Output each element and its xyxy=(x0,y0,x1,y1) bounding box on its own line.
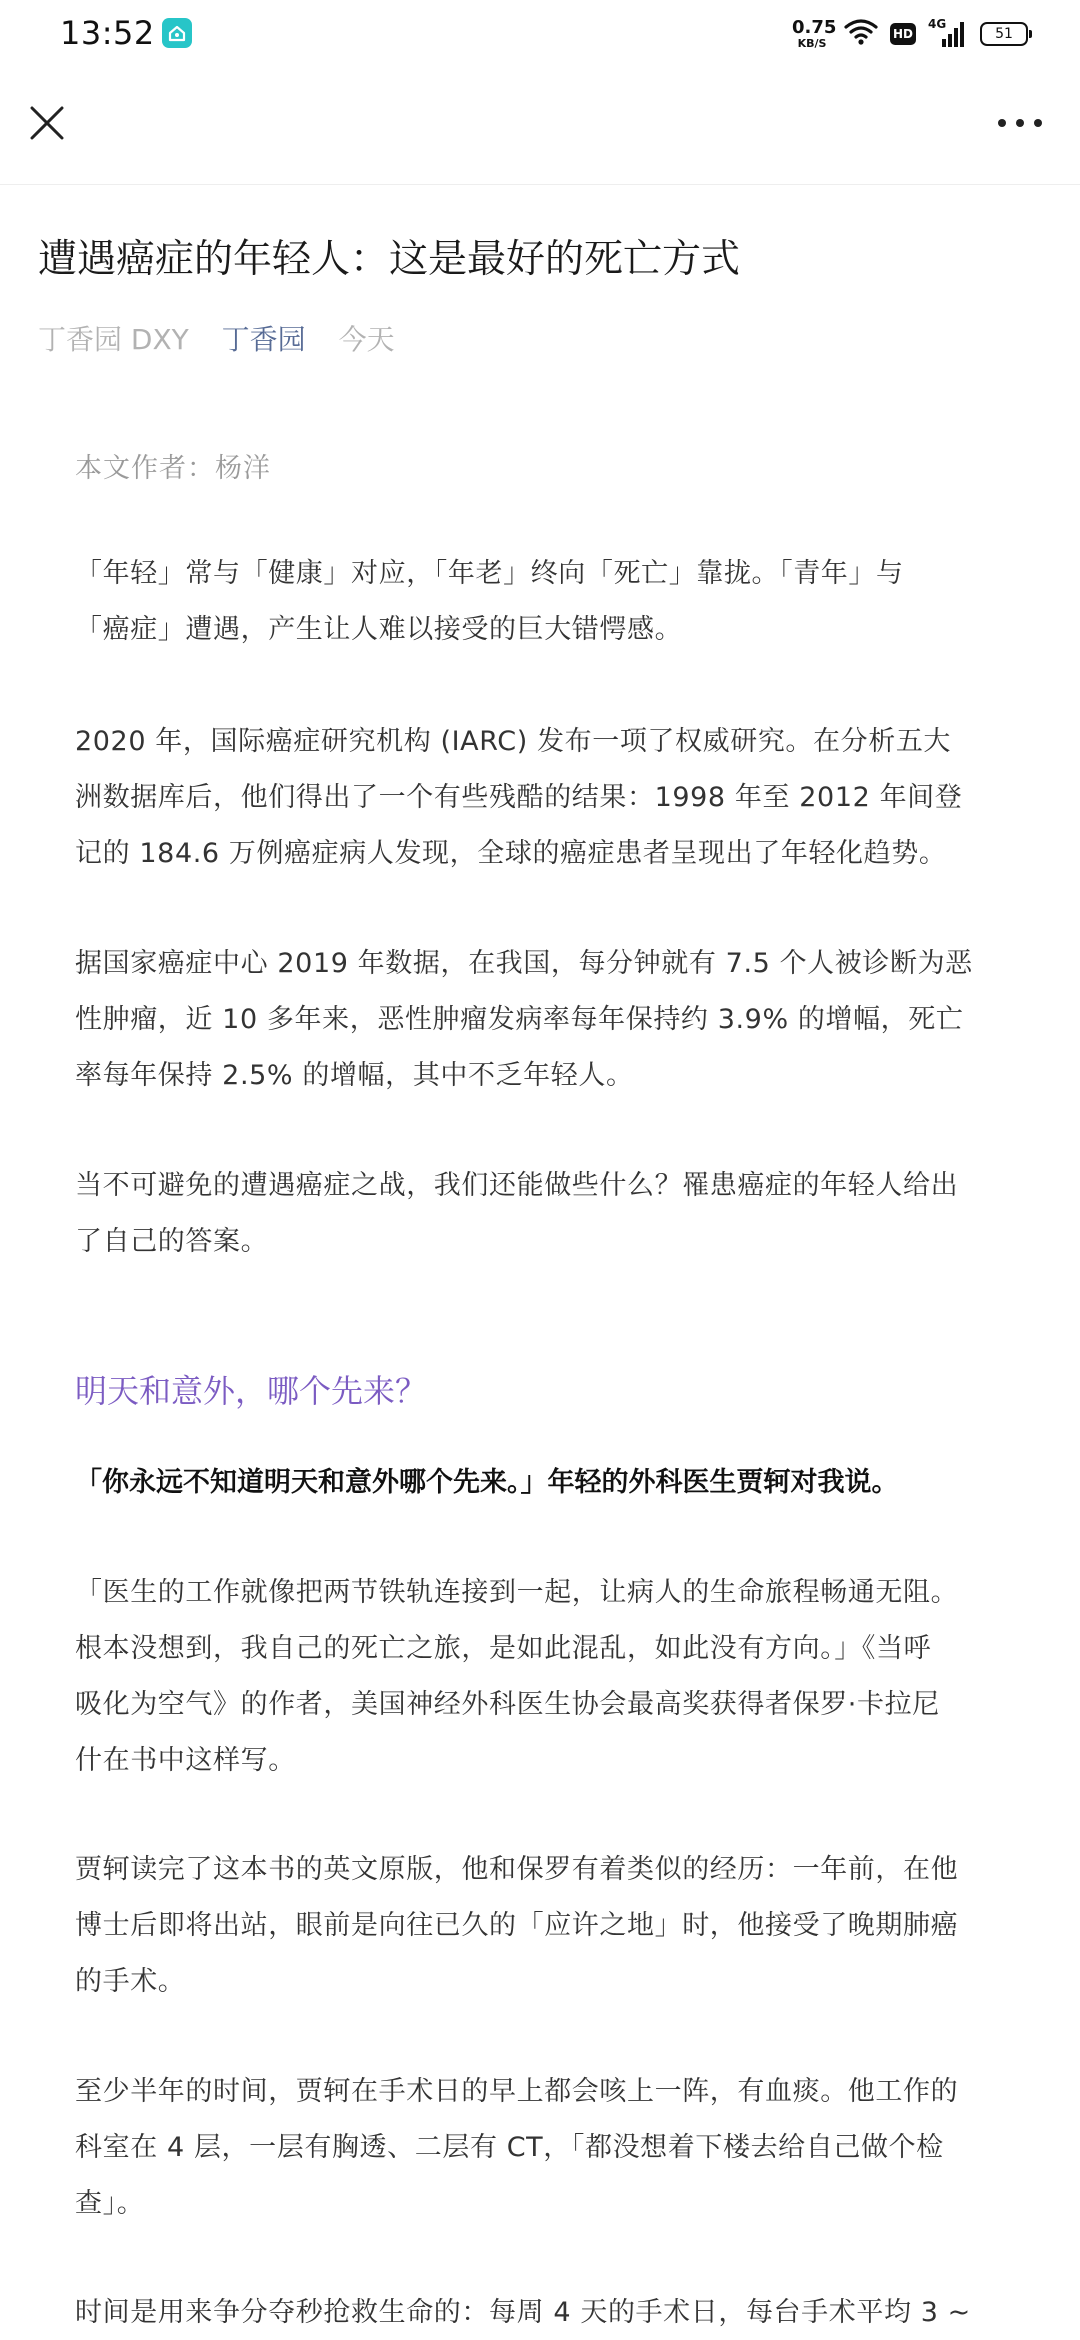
paragraph-line: 贾轲读完了这本书的英文原版，他和保罗有着类似的经历：一年前，在他 xyxy=(75,1854,959,1885)
signal-icon xyxy=(928,19,968,49)
paragraph-line: 查」。 xyxy=(75,2188,145,2219)
more-icon xyxy=(997,118,1043,128)
account-link[interactable]: 丁香园 xyxy=(221,323,306,356)
status-bar xyxy=(0,0,1080,66)
article-paragraph xyxy=(75,546,1010,658)
article-paragraph xyxy=(75,1842,1010,2010)
hd-badge: HD xyxy=(890,23,916,45)
paragraph-line: 「医生的工作就像把两节铁轨连接到一起，让病人的生命旅程畅通无阻。 xyxy=(75,1577,959,1608)
article-byline: 本文作者：杨洋 xyxy=(75,453,271,484)
nav-bar xyxy=(0,66,1080,185)
article-date: 今天 xyxy=(338,323,395,356)
paragraph-line: 当不可避免的遭遇癌症之战，我们还能做些什么？罹患癌症的年轻人给出 xyxy=(75,1170,959,1201)
network-speed-value: 0.75 xyxy=(792,17,837,38)
article-paragraph xyxy=(75,1158,1010,1270)
status-time: 13:52 xyxy=(60,14,155,52)
paragraph-line: 性肿瘤，近 10 多年来，恶性肿瘤发病率每年保持约 3.9% 的增幅，死亡 xyxy=(75,1004,964,1035)
paragraph-line: 「年轻」常与「健康」对应，「年老」终向「死亡」靠拢。「青年」与 xyxy=(75,558,904,589)
paragraph-line: 的手术。 xyxy=(75,1966,186,1997)
paragraph-line: 记的 184.6 万例癌症病人发现，全球的癌症患者呈现出了年轻化趋势。 xyxy=(75,838,947,869)
wifi-icon xyxy=(844,18,878,50)
article-title: 遭遇癌症的年轻人：这是最好的死亡方式 xyxy=(38,237,741,282)
network-type-label: 4G xyxy=(928,17,947,31)
paragraph-line: 2020 年，国际癌症研究机构 (IARC) 发布一项了权威研究。在分析五大 xyxy=(75,726,952,757)
paragraph-line: 科室在 4 层，一层有胸透、二层有 CT，「都没想着下楼去给自己做个检 xyxy=(75,2132,944,2163)
network-speed xyxy=(792,17,837,50)
article-meta xyxy=(38,318,419,358)
home-app-icon xyxy=(162,18,192,48)
more-button[interactable] xyxy=(990,100,1050,146)
paragraph-line: 据国家癌症中心 2019 年数据，在我国，每分钟就有 7.5 个人被诊断为恶 xyxy=(75,948,973,979)
section-heading: 明天和意外，哪个先来？ xyxy=(75,1372,428,1410)
paragraph-line: 洲数据库后，他们得出了一个有些残酷的结果：1998 年至 2012 年间登 xyxy=(75,782,963,813)
status-indicators xyxy=(792,14,1028,54)
close-button[interactable] xyxy=(22,98,72,148)
pull-quote: 「你永远不知道明天和意外哪个先来。」年轻的外科医生贾轲对我说。 xyxy=(75,1467,899,1498)
battery-level: 51 xyxy=(995,26,1013,42)
paragraph-line: 博士后即将出站，眼前是向往已久的「应许之地」时，他接受了晚期肺癌 xyxy=(75,1910,959,1941)
article-paragraph xyxy=(75,1565,1010,1789)
paragraph-line: 率每年保持 2.5% 的增幅，其中不乏年轻人。 xyxy=(75,1060,634,1091)
article-paragraph xyxy=(75,2064,1010,2232)
article-paragraph xyxy=(75,936,1010,1104)
article-author: 丁香园 DXY xyxy=(38,323,189,356)
paragraph-line: 至少半年的时间，贾轲在手术日的早上都会咳上一阵，有血痰。他工作的 xyxy=(75,2076,959,2107)
paragraph-line: 时间是用来争分夺秒抢救生命的：每周 4 天的手术日，每台手术平均 3 ~ xyxy=(75,2297,971,2328)
article-paragraph xyxy=(75,714,1010,882)
network-speed-unit: KB/S xyxy=(797,37,827,50)
paragraph-line: 什在书中这样写。 xyxy=(75,1745,296,1776)
close-icon xyxy=(28,104,66,142)
paragraph-line: 根本没想到，我自己的死亡之旅，是如此混乱，如此没有方向。」《当呼 xyxy=(75,1633,932,1664)
paragraph-line: 了自己的答案。 xyxy=(75,1226,269,1257)
battery-icon xyxy=(980,22,1028,46)
paragraph-line: 「癌症」遭遇，产生让人难以接受的巨大错愕感。 xyxy=(75,614,683,645)
paragraph-line: 吸化为空气》的作者，美国神经外科医生协会最高奖获得者保罗·卡拉尼 xyxy=(75,1689,940,1720)
article-paragraph xyxy=(75,2285,1010,2340)
